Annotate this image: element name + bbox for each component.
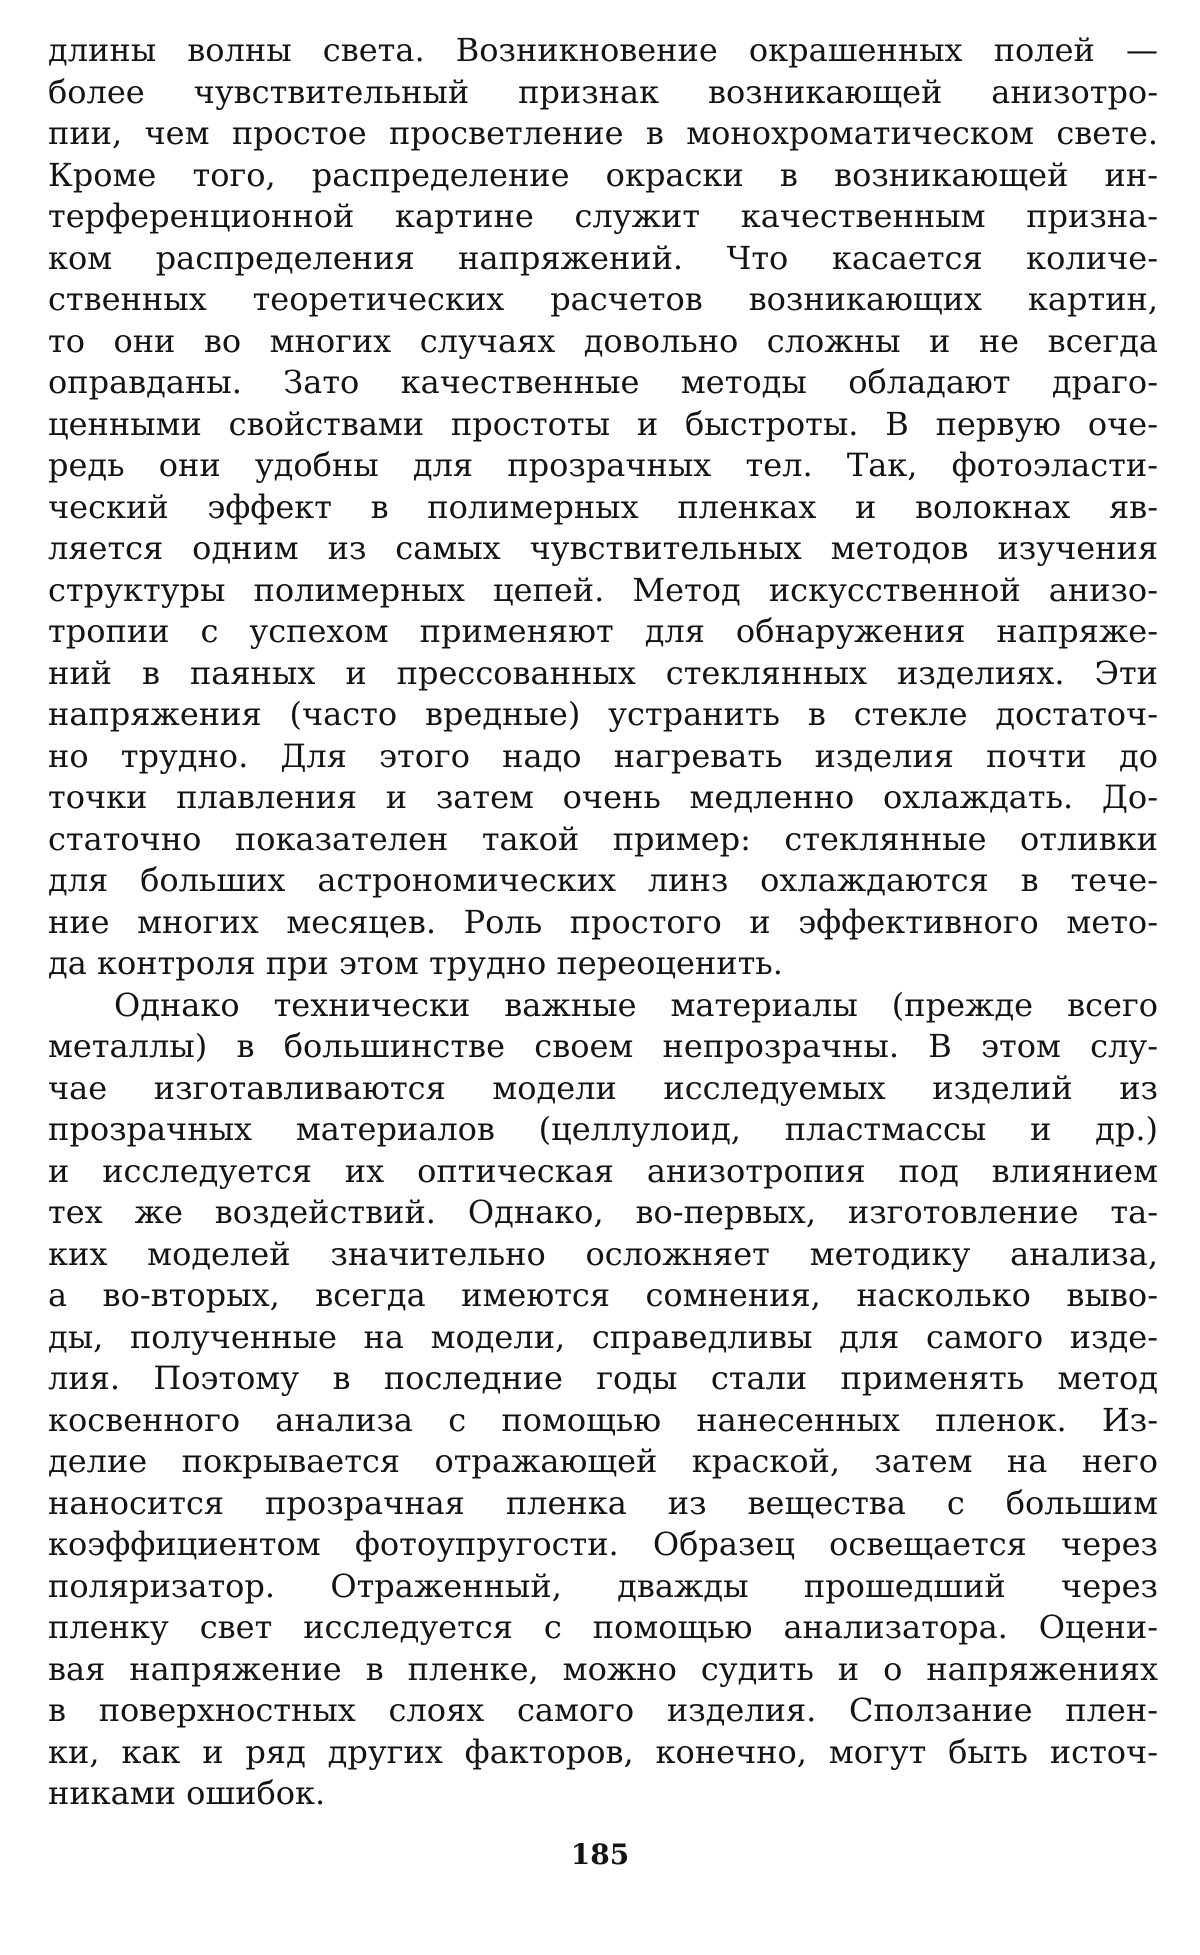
text-line: никами ошибок.	[48, 1774, 326, 1812]
text-line: ственных теоретических расчетов возникающих картин,	[48, 280, 1158, 318]
body-text	[48, 30, 1158, 1815]
text-line: тех же воздействий. Однако, во-первых, изготовление та-	[48, 1193, 1158, 1231]
text-line: для больших астрономических линз охлаждаются в тече-	[48, 861, 1158, 899]
text-line: ки, как и ряд других факторов, конечно, могут быть источ-	[48, 1732, 1158, 1771]
text-line: ляется одним из самых чувствительных методов изучения	[48, 529, 1158, 567]
text-line: ческий эффект в полимерных пленках и волокнах яв-	[48, 487, 1158, 526]
text-line: тропии с успехом применяют для обнаружения напряже-	[48, 612, 1158, 650]
text-line: наносится прозрачная пленка из вещества с большим	[48, 1483, 1158, 1522]
text-line: коэффициентом фотоупругости. Образец освещается через	[48, 1525, 1158, 1563]
text-line: чае изготавливаются модели исследуемых изделий из	[48, 1068, 1158, 1107]
text-line: более чувствительный признак возникающей анизотро-	[48, 72, 1158, 111]
text-line: и исследуется их оптическая анизотропия под влиянием	[48, 1151, 1158, 1190]
text-line: напряжения (часто вредные) устранить в стекле достаточ-	[48, 695, 1158, 733]
text-line: ценными свойствами простоты и быстроты. В первую оче-	[48, 404, 1158, 443]
text-line: ды, полученные на модели, справедливы для самого изде-	[48, 1317, 1158, 1356]
text-line: точки плавления и затем очень медленно охлаждать. До-	[48, 778, 1158, 816]
text-line: ние многих месяцев. Роль простого и эффективного мето-	[48, 902, 1158, 941]
text-line: редь они удобны для прозрачных тел. Так, фотоэласти-	[48, 446, 1158, 484]
paragraph-1	[48, 30, 1158, 985]
text-line: Однако технически важные материалы (прежде всего	[114, 985, 1158, 1024]
text-line: да контроля при этом трудно переоценить.	[48, 944, 783, 982]
text-line: а во-вторых, всегда имеются сомнения, насколько выво-	[48, 1276, 1158, 1314]
text-line: длины волны света. Возникновение окрашенных полей —	[48, 31, 1158, 69]
text-line: структуры полимерных цепей. Метод искусственной анизо-	[48, 570, 1158, 609]
text-line: статочно показателен такой пример: стеклянные отливки	[48, 819, 1158, 858]
text-line: оправданы. Зато качественные методы обладают драго-	[48, 363, 1158, 401]
paragraph-2	[48, 985, 1158, 1815]
text-line: вая напряжение в пленке, можно судить и о напряжениях	[48, 1649, 1158, 1688]
text-line: делие покрывается отражающей краской, затем на него	[48, 1442, 1158, 1480]
text-line: но трудно. Для этого надо нагревать изделия почти до	[48, 736, 1158, 775]
text-line: ний в паяных и прессованных стеклянных изделиях. Эти	[48, 653, 1158, 692]
text-line: то они во многих случаях довольно сложны и не всегда	[48, 321, 1158, 360]
text-line: прозрачных материалов (целлулоид, пластмассы и др.)	[48, 1110, 1158, 1148]
text-line: лия. Поэтому в последние годы стали применять метод	[48, 1359, 1158, 1397]
text-line: металлы) в большинстве своем непрозрачны. В этом слу-	[48, 1027, 1158, 1065]
text-line: поляризатор. Отраженный, дважды прошедший через	[48, 1566, 1158, 1605]
text-line: ком распределения напряжений. Что касается количе-	[48, 238, 1158, 277]
text-line: косвенного анализа с помощью нанесенных пленок. Из-	[48, 1400, 1158, 1439]
text-line: пии, чем простое просветление в монохроматическом свете.	[48, 114, 1158, 152]
text-line: Кроме того, распределение окраски в возникающей ин-	[48, 155, 1158, 194]
text-line: в поверхностных слоях самого изделия. Сползание плен-	[48, 1691, 1158, 1729]
text-line: терференционной картине служит качественным призна-	[48, 197, 1158, 235]
text-line: пленку свет исследуется с помощью анализатора. Оцени-	[48, 1608, 1158, 1646]
text-line: ких моделей значительно осложняет методику анализа,	[48, 1234, 1158, 1273]
page-number: 185	[570, 1838, 630, 1871]
